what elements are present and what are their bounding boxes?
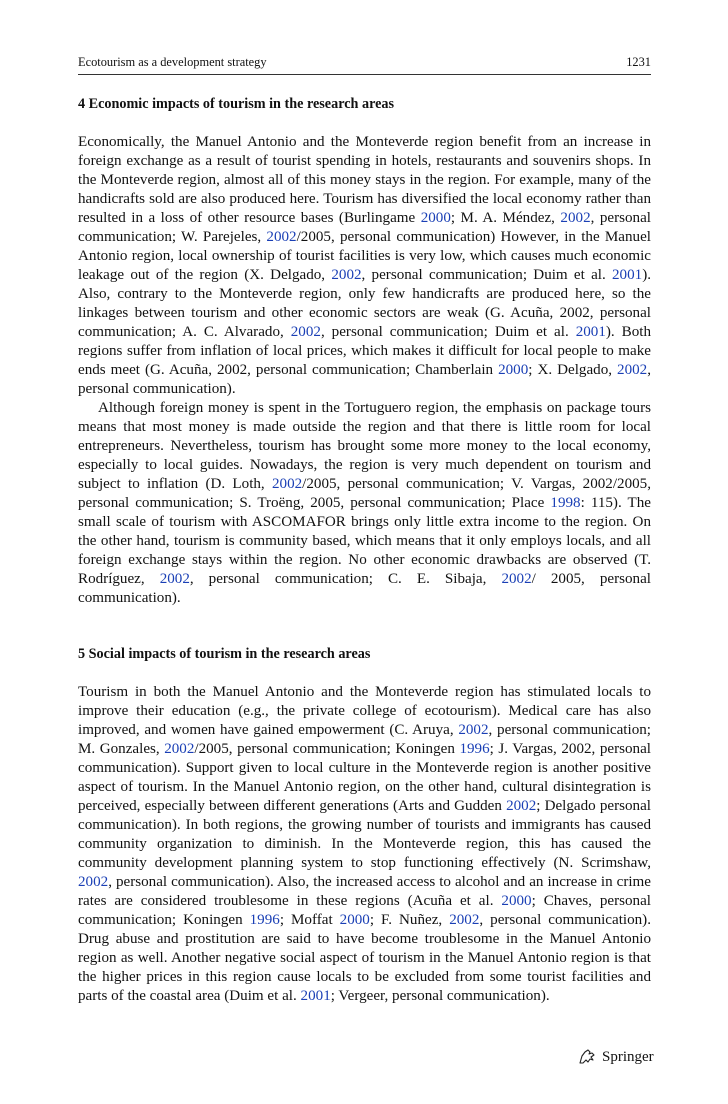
citation-link[interactable]: 2002 [290, 324, 321, 340]
citation-link[interactable]: 2000 [420, 210, 451, 226]
citation-link[interactable]: 2001 [612, 267, 643, 283]
text-run: , personal communication). [78, 362, 651, 397]
text-run: ; J. Vargas, 2002, personal communication). Support given to local culture in the Monteverde region is another positive aspect of tourism. In the Manuel Antonio region, on the other hand, cultural disintegration is perceived, especially between different generations (Arts and Gudden [78, 741, 651, 814]
citation-link[interactable]: 2002 [501, 571, 532, 587]
citation-link[interactable]: 2002 [164, 741, 195, 757]
citation-link[interactable]: 2000 [339, 912, 370, 928]
paragraph [78, 683, 651, 1006]
citation-link[interactable]: 2001 [300, 988, 331, 1004]
text-run: ; Moffat [279, 912, 340, 928]
section-economic-body [78, 133, 651, 608]
text-run: Tourism in both the Manuel Antonio and the Monteverde region has stimulated locals to improve their education (e.g., the private college of ecotourism). Medical care has also improved, and women have gained empowerment (C. Aruya, [78, 684, 651, 738]
text-run: Economically, the Manuel Antonio and the Monteverde region benefit from an increase in foreign exchange as a result of tourist spending in hotels, restaurants and souvenirs shops. In the Monteverde region, almost all of this money stays in the region. For example, many of the handicrafts sold are also produced here. Tourism has diversified the local economy rather than resulted in a loss of other resource bases (Burlingame [78, 134, 651, 226]
paragraph [78, 133, 651, 399]
text-run: , personal communication; Duim et al. [320, 324, 576, 340]
citation-link[interactable]: 2000 [498, 362, 529, 378]
citation-link[interactable]: 2000 [501, 893, 532, 909]
text-run: Although foreign money is spent in the Tortuguero region, the emphasis on package tours means that most money is made outside the region and that there is little room for local entrepreneurs. Nevertheless, tourism has brought some more money to the local economy, especially to local guides. Nowadays, the region is very much dependent on tourism and subject to inflation (D. Loth, [78, 400, 651, 492]
running-title: Ecotourism as a development strategy [78, 55, 267, 69]
citation-link[interactable]: 2002 [331, 267, 362, 283]
section-heading-economic: 4 Economic impacts of tourism in the research areas [78, 96, 395, 112]
text-run: , personal communication). Also, the increased access to alcohol and an increase in crime rates are considered troublesome in these regions (Acuña et al. [78, 874, 651, 909]
citation-link[interactable]: 2002 [506, 798, 537, 814]
text-run: : 115). The small scale of tourism with ASCOMAFOR brings only little extra income to the region. On the other hand, tourism is community based, which means that it only employs locals, and all foreign exchange stays within the region. No other economic drawbacks are observed (T. Rodríguez, [78, 495, 651, 587]
text-run: ). Both regions suffer from inflation of local prices, which makes it difficult for local people to make ends meet (G. Acuña, 2002, personal communication; Chamberlain [78, 324, 651, 378]
springer-horse-icon [578, 1049, 596, 1065]
section-social-body [78, 683, 651, 1006]
citation-link[interactable]: 2001 [575, 324, 606, 340]
citation-link[interactable]: 2002 [458, 722, 489, 738]
citation-link[interactable]: 2002 [449, 912, 480, 928]
text-run: /2005, personal communication; V. Vargas, 2002/2005, personal communication; S. Troëng, 2005, personal communication; Place [78, 476, 652, 511]
text-run: ). Also, contrary to the Monteverde region, only few handicrafts are produced here, so the linkages between tourism and other economic sectors are weak (G. Acuña, 2002, personal communication; A. C. Alvarado, [78, 267, 651, 340]
text-run: /2005, personal communication) However, in the Manuel Antonio region, local ownership of tourist facilities is very low, which causes much economic leakage out of the region (X. Delgado, [78, 229, 651, 283]
citation-link[interactable]: 2002 [271, 476, 303, 492]
citation-link[interactable]: 1996 [459, 741, 490, 757]
text-run: , personal communication; Duim et al. [361, 267, 612, 283]
text-run: , personal communication; M. Gonzales, [78, 722, 651, 757]
text-run: /2005, personal communication; Koningen [194, 741, 460, 757]
page-number: 1231 [626, 55, 651, 69]
running-head [78, 54, 651, 72]
text-run: / 2005, personal communication). [78, 571, 651, 606]
text-run: ; Vergeer, personal communication). [330, 988, 550, 1004]
citation-link[interactable]: 2002 [78, 874, 109, 890]
text-run: ; Chaves, personal communication; Koningen [78, 893, 651, 928]
citation-link[interactable]: 1996 [249, 912, 280, 928]
paragraph [78, 399, 651, 608]
text-run: , personal communication). Drug abuse and prostitution are said to have become troublesome in the Manuel Antonio region as well. Another negative social aspect of tourism in the Manuel Antonio region is that the higher prices in this region cause locals to be excluded from some tourist facilities and parts of the coastal area (Duim et al. [78, 912, 651, 1004]
citation-link[interactable]: 2002 [159, 571, 190, 587]
citation-link[interactable]: 1998 [550, 495, 581, 511]
citation-link[interactable]: 2002 [617, 362, 648, 378]
text-run: , personal communication; W. Parejeles, [78, 210, 651, 245]
publisher-name: Springer [602, 1049, 654, 1065]
text-run: ; X. Delgado, [528, 362, 618, 378]
citation-link[interactable]: 2002 [560, 210, 591, 226]
text-run: , personal communication; C. E. Sibaja, [189, 571, 502, 587]
citation-link[interactable]: 2002 [266, 229, 297, 245]
text-run: ; M. A. Méndez, [450, 210, 561, 226]
header-rule [78, 74, 651, 75]
section-heading-social: 5 Social impacts of tourism in the research areas [78, 646, 371, 662]
text-run: ; Delgado personal communication). In both regions, the growing number of tourists and immigrants has caused community organization to diminish. In the Monteverde region, this has caused the community development planning system to stop functioning effectively (N. Scrimshaw, [78, 798, 651, 871]
text-run: ; F. Nuñez, [369, 912, 450, 928]
